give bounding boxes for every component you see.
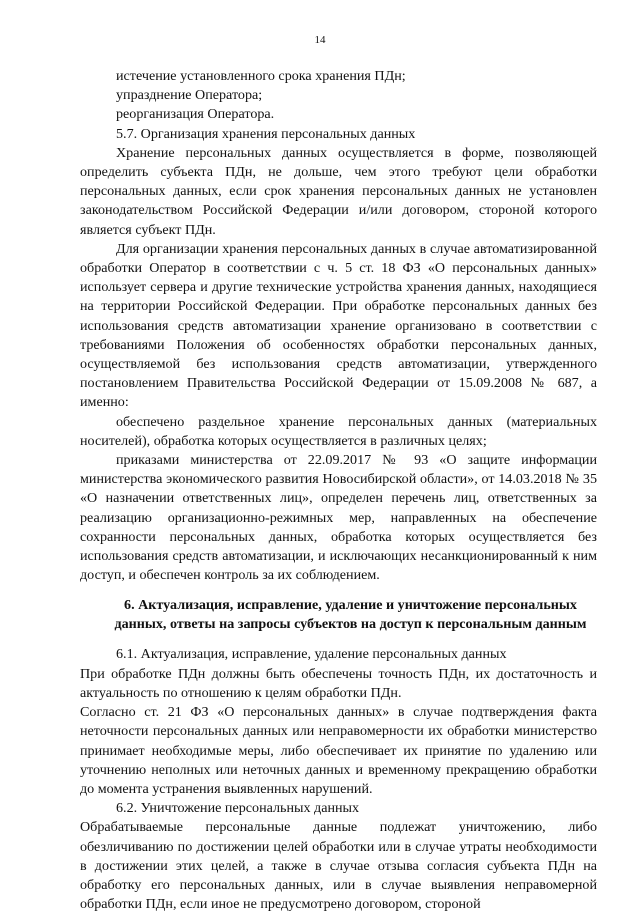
list-item-operator-reorganization: реорганизация Оператора. <box>116 106 275 123</box>
paragraph-separate-storage: обеспечено раздельное хранение персональных данных (материальных носителей), обработка которых осуществляется в различных целях; <box>80 413 597 449</box>
paragraph-destruction: Обрабатываемые персональные данные подлежат уничтожению, либо обезличиванию по достижении целей обработки или в случае утраты необходимости в достижении этих целей, а также в случае отзыва согласия субъекта ПДн на обработку его персональных данных, или в случае выявления неправомерной обработки ПДн, если иное не предусмотрено договором, стороной <box>80 819 597 913</box>
paragraph-accuracy: При обработке ПДн должны быть обеспечены точность ПДн, их достаточность и актуальность по отношению к целям обработки ПДн. <box>80 665 597 701</box>
list-item-operator-abolition: упразднение Оператора; <box>116 87 263 104</box>
paragraph-article-21: Согласно ст. 21 ФЗ «О персональных данных» в случае подтверждения факта неточности персональных данных или неправомерности их обработки министерство принимает необходимые меры, либо обеспечивает их принятие по удалению или уточнению неполных или неточных данных и временному прекращению обработки до момента устранения выявленных нарушений. <box>80 704 597 797</box>
subsection-title-6-1: 6.1. Актуализация, исправление, удаление персональных данных <box>116 646 507 663</box>
paragraph-orders: приказами министерства от 22.09.2017 № 93 «О защите информации министерства экономического развития Новосибирской области», от 14.03.2018 № 35 «О назначении ответственных лиц», определен перечень лиц, ответственных за реализацию организационно-режимных мер, направленных на обеспечение сохранности персональных данных, обработка которых осуществляется без использования средств автоматизации, и исключающих несанкционированный к ним доступ, и обеспечен контроль за их соблюдением. <box>80 452 597 584</box>
paragraph-storage-form: Хранение персональных данных осуществляется в форме, позволяющей определить субъекта ПДн, не дольше, чем этого требуют цели обработки персональных данных, если срок хранения персональных данных не установлен законодательством Российской Федерации и/или договором, стороной которого является субъект ПДн. <box>80 144 597 238</box>
section-heading-6: 6. Актуализация, исправление, удаление и уничтожение персональных данных, ответы на запросы субъектов на доступ к персональным данным <box>114 597 587 633</box>
page-number: 14 <box>314 34 326 46</box>
subsection-title-5-7: 5.7. Организация хранения персональных данных <box>116 125 416 142</box>
paragraph-storage-organization: Для организации хранения персональных данных в случае автоматизированной обработки Оператор в соответствии с ч. 5 ст. 18 ФЗ «О персональных данных» использует сервера и другие технические устройства хранения данных, находящиеся на территории Российской Федерации. При обработке персональных данных без использования средств автоматизации хранение организовано в соответствии с требованиями Положения об особенностях обработки персональных данных, осуществляемой без использования средств автоматизации, утвержденного постановлением Правительства Российской Федерации от 15.09.2008 № 687, а именно: <box>80 240 597 411</box>
list-item-storage-expiry: истечение установленного срока хранения ПДн; <box>116 68 406 84</box>
subsection-title-6-2: 6.2. Уничтожение персональных данных <box>116 800 360 817</box>
page-content <box>80 67 597 914</box>
